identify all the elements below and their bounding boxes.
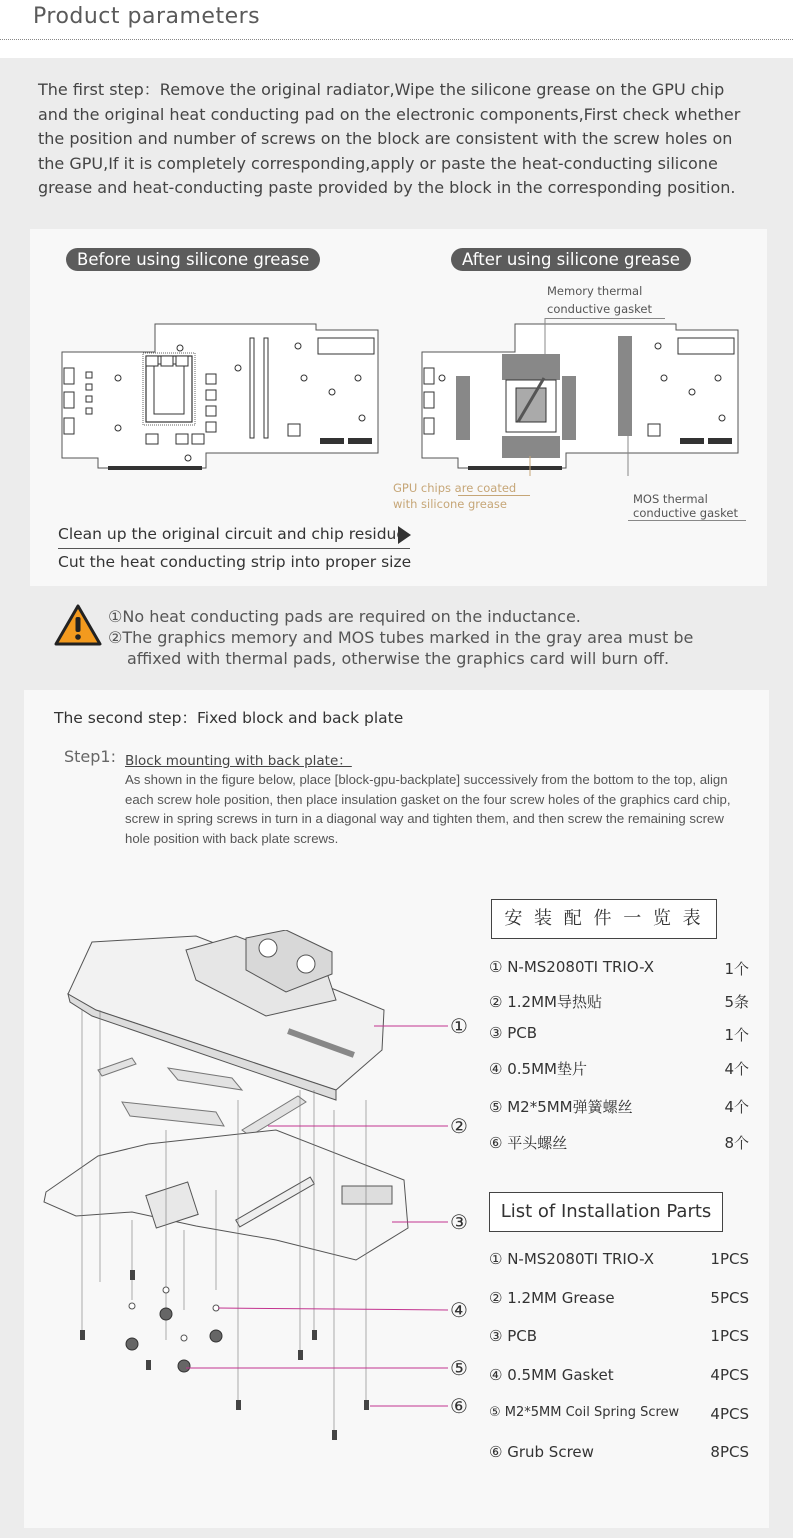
parts-en-row: ③ PCB 1PCS bbox=[489, 1327, 749, 1345]
clean-instruction: Clean up the original circuit and chip residue bbox=[58, 525, 406, 543]
parts-cn-row: ③ PCB 1个 bbox=[489, 1024, 749, 1044]
play-arrow-icon bbox=[398, 526, 411, 544]
parts-list-en-title: List of Installation Parts bbox=[489, 1192, 723, 1232]
pcb-after-illustration bbox=[418, 318, 746, 476]
gpu-grease-label-line2: with silicone grease bbox=[393, 497, 507, 511]
callout-5: ⑤ bbox=[450, 1356, 468, 1380]
warning-line-1: ①No heat conducting pads are required on the inductance. bbox=[108, 607, 581, 626]
memory-callout-line bbox=[545, 318, 665, 319]
callout-2: ② bbox=[450, 1114, 468, 1138]
memory-gasket-label-line2: conductive gasket bbox=[547, 302, 652, 316]
callout-6: ⑥ bbox=[450, 1394, 468, 1418]
parts-cn-row: ② 1.2MM导热贴 5条 bbox=[489, 993, 749, 1011]
parts-cn-row: ④ 0.5MM垫片 4个 bbox=[489, 1060, 749, 1078]
warning-line-3: affixed with thermal pads, otherwise the graphics card will burn off. bbox=[127, 649, 670, 668]
step2-title: The second step：Fixed block and back plate bbox=[54, 709, 404, 727]
warning-line-2: ②The graphics memory and MOS tubes marked in the gray area must be bbox=[108, 628, 694, 647]
instruction-divider bbox=[58, 548, 410, 549]
parts-cn-row: ⑤ M2*5MM弹簧螺丝 4个 bbox=[489, 1098, 749, 1116]
mos-gasket-label-line2: conductive gasket bbox=[633, 506, 738, 520]
step1-body: As shown in the figure below, place [block-gpu-backplate] successively from the bottom to the top, align each screw hole position, then place insulation gasket on the four screw holes of the graphics card chip, screw in spring screws in turn in a diagonal way and tighten them, and then screw the remaining screw hole position with back plate screws. bbox=[125, 772, 731, 846]
parts-en-row: ④ 0.5MM Gasket 4PCS bbox=[489, 1366, 749, 1384]
callout-4: ④ bbox=[450, 1298, 468, 1322]
memory-gasket-label-line1: Memory thermal bbox=[547, 284, 643, 298]
title-divider bbox=[0, 39, 793, 40]
exploded-assembly-diagram bbox=[36, 930, 476, 1450]
page-title: Product parameters bbox=[33, 4, 261, 29]
callout-3: ③ bbox=[450, 1210, 468, 1234]
step1-label: Step1: bbox=[64, 747, 116, 766]
parts-en-row: ② 1.2MM Grease 5PCS bbox=[489, 1289, 749, 1307]
mos-gasket-label-line1: MOS thermal bbox=[633, 492, 708, 506]
mos-callout-line bbox=[628, 520, 746, 521]
step1-subtitle: Block mounting with back plate： bbox=[125, 753, 352, 769]
gpu-callout-line bbox=[458, 495, 530, 496]
before-label: Before using silicone grease bbox=[66, 248, 320, 271]
parts-cn-row: ⑥ 平头螺丝 8个 bbox=[489, 1134, 749, 1152]
step1-instructions: The first step：Remove the original radiator,Wipe the silicone grease on the GPU chip and the original heat conducting pad on the electronic components,First check whether the position and number of screws on the block are consistent with the screw holes on the GPU,If it is completely corresponding,apply or paste the heat-conducting silicone grease and heat-conducting paste provided by the block in the corresponding position. bbox=[38, 80, 741, 197]
callout-1: ① bbox=[450, 1014, 468, 1038]
pcb-before-illustration bbox=[58, 318, 386, 476]
after-label: After using silicone grease bbox=[451, 248, 691, 271]
parts-en-row: ⑤ M2*5MM Coil Spring Screw 4PCS bbox=[489, 1405, 749, 1423]
parts-list-cn-title: 安 装 配 件 一 览 表 bbox=[491, 899, 717, 939]
parts-en-row: ① N-MS2080TI TRIO-X 1PCS bbox=[489, 1250, 749, 1268]
gpu-grease-label-line1: GPU chips are coated bbox=[393, 481, 517, 495]
warning-icon bbox=[54, 603, 102, 647]
parts-cn-row: ① N-MS2080TI TRIO-X 1个 bbox=[489, 958, 749, 978]
parts-en-row: ⑥ Grub Screw 8PCS bbox=[489, 1443, 749, 1461]
cut-instruction: Cut the heat conducting strip into proper size bbox=[58, 553, 412, 571]
